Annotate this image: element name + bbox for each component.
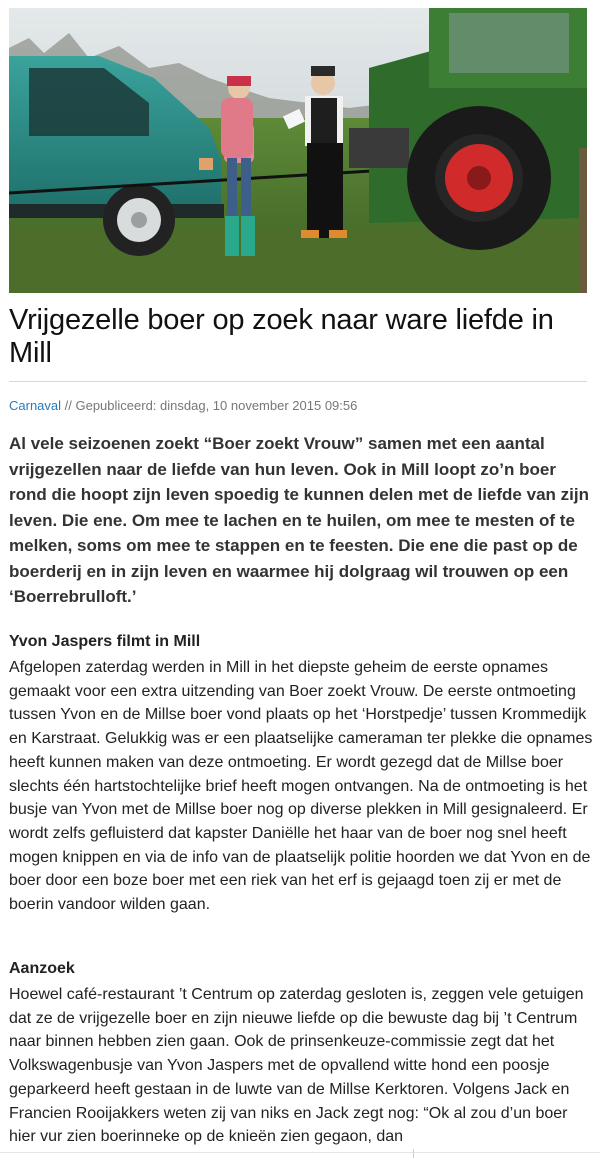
farm-scene-photo: [9, 8, 587, 293]
section-heading-filming: Yvon Jaspers filmt in Mill: [9, 633, 201, 650]
bottom-toolbar-edge: [0, 1152, 600, 1153]
section-body-aanzoek: Hoewel café-restaurant ’t Centrum op zaterdag gesloten is, zeggen vele getuigen dat ze de vrijgezelle boer en zijn nieuwe liefde op die bewuste dag bij ’t Centrum naar binnen hebben zien gaan. Ook de prinsenkeuze-commissie zegt dat het Volkswagenbusje van Yvon Jaspers met de opvallend witte hond een poosje geparkeerd heeft gestaan in de luwte van de Millse Kerktoren. Volgens Jack en Francien Rooijakkers weten zij van niks en Jack zegt nog: “Ok al zou d’un boer hier vur zien boerinneke op de knieën zien gegaon, dan: [9, 986, 584, 1146]
toolbar-divider: [413, 1149, 414, 1158]
article-title: Vrijgezelle boer op zoek naar ware liefde in Mill: [9, 304, 554, 369]
article-meta: [9, 398, 357, 413]
section-body-filming: Afgelopen zaterdag werden in Mill in het diepste geheim de eerste opnames gemaakt voor een extra uitzending van Boer zoekt Vrouw. De eerste ontmoeting tussen Yvon en de Millse boer vond plaats op het ‘Horstpedje’ tussen Krommedijk en Karstraat. Gelukkig was er een plaatselijke cameraman ter plekke die opnames heeft kunnen maken van deze ontmoeting. Er wordt gezegd dat de Millse boer slechts één hartstochtelijke brief heeft mogen ontvangen. Na de ontmoeting is het busje van Yvon met de Millse boer nog op diverse plekken in Mill gesignaleerd. Er wordt zelfs gefluisterd dat kapster Daniëlle het haar van de boer nog snel heeft mogen knippen en via de info van de plaatselijk politie hoorden we dat Yvon en de boer door een boze boer met een riek van het erf is gejaagd toen zij er met de boerin vandoor wilden gaan.: [9, 659, 593, 914]
published-date: Gepubliceerd: dinsdag, 10 november 2015 09:56: [75, 398, 358, 413]
article-hero-image: [9, 8, 587, 293]
meta-separator: //: [61, 398, 76, 413]
category-link[interactable]: Carnaval: [9, 398, 62, 413]
article-lead: Al vele seizoenen zoekt “Boer zoekt Vrouw” samen met een aantal vrijgezellen naar de liefde van hun leven. Ook in Mill loopt zo’n boer rond die hoopt zijn leven spoedig te kunnen delen met de liefde van zijn leven. Die ene. Om mee te lachen en te huilen, om mee te mesten of te melken, soms om mee te stappen en te feesten. Die ene die past op de boerderij en in zijn leven en waarmee hij dolgraag wil trouwen op een ‘Boerrebrulloft.’: [9, 434, 589, 606]
title-divider: [9, 381, 587, 382]
section-heading-aanzoek: Aanzoek: [9, 960, 75, 977]
